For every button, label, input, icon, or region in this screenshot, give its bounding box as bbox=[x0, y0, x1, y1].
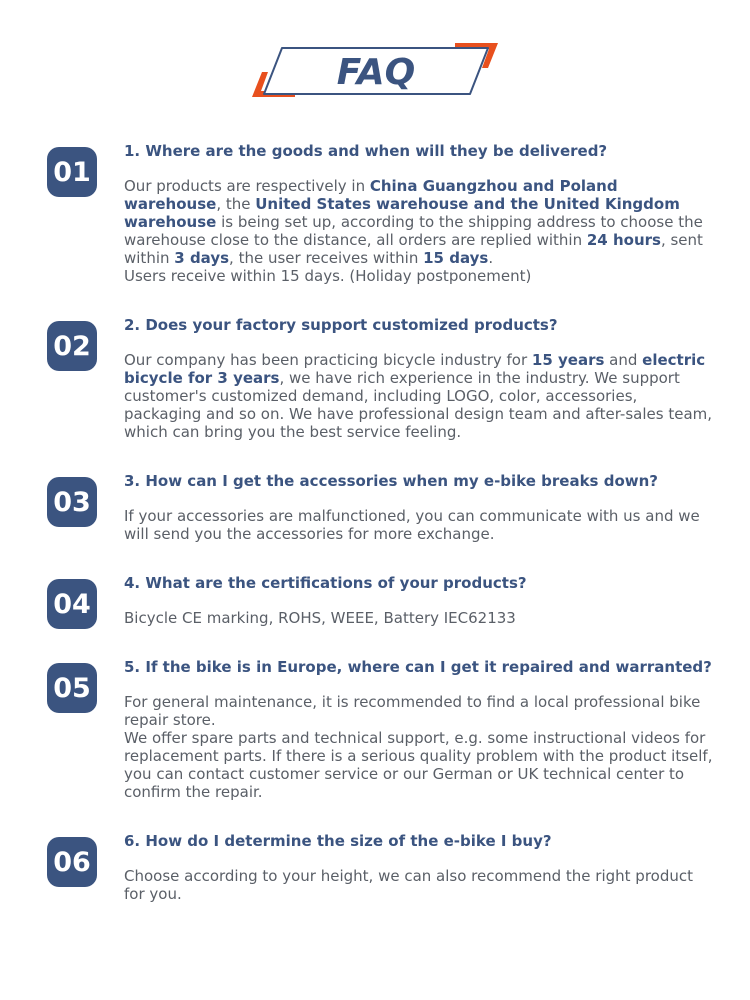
question-text: 6. How do I determine the size of the e-bike I buy? bbox=[124, 832, 552, 850]
number-badge: 01 bbox=[47, 147, 97, 197]
answer-text bbox=[124, 507, 716, 543]
number-badge: 03 bbox=[47, 477, 97, 527]
answer-paragraph: For general maintenance, it is recommended to find a local professional bike repair store. bbox=[124, 693, 701, 729]
number-badge: 04 bbox=[47, 579, 97, 629]
answer-paragraph: Users receive within 15 days. (Holiday postponement) bbox=[124, 267, 532, 285]
answer-paragraph: If your accessories are malfunctioned, you can communicate with us and we will send you the accessories for more exchange. bbox=[124, 507, 700, 543]
question-text: 2. Does your factory support customized products? bbox=[124, 316, 558, 334]
answer-paragraph: We offer spare parts and technical support, e.g. some instructional videos for replacement parts. If there is a serious quality problem with the product itself, you can contact customer service or our German or UK technical center to confirm the repair. bbox=[124, 729, 713, 801]
answer-text bbox=[124, 867, 716, 903]
answer-paragraph: Bicycle CE marking, ROHS, WEEE, Battery IEC62133 bbox=[124, 609, 516, 627]
page-title: FAQ bbox=[336, 52, 416, 93]
question-text: 1. Where are the goods and when will they be delivered? bbox=[124, 142, 608, 160]
faq-title-badge bbox=[250, 40, 500, 100]
answer-text bbox=[124, 609, 716, 627]
number-badge: 05 bbox=[47, 663, 97, 713]
answer-paragraph: Choose according to your height, we can also recommend the right product for you. bbox=[124, 867, 693, 903]
answer-text bbox=[124, 177, 716, 285]
number-badge: 06 bbox=[47, 837, 97, 887]
number-badge: 02 bbox=[47, 321, 97, 371]
question-text: 4. What are the certifications of your products? bbox=[124, 574, 527, 592]
question-text: 5. If the bike is in Europe, where can I get it repaired and warranted? bbox=[124, 658, 712, 676]
question-text: 3. How can I get the accessories when my e-bike breaks down? bbox=[124, 472, 658, 490]
answer-paragraph: Our company has been practicing bicycle industry for 15 years and electric bicycle for 3 years, we have rich experience in the industry. We support customer's customized demand, including LOGO, color, accessories, packaging and so on. We have professional design team and after-sales team, which can bring you the best service feeling. bbox=[124, 351, 713, 441]
answer-text bbox=[124, 693, 716, 801]
answer-paragraph: Our products are respectively in China Guangzhou and Poland warehouse, the United States warehouse and the United Kingdom warehouse is being set up, according to the shipping address to choose the warehouse close to the distance, all orders are replied within 24 hours, sent within 3 days, the user receives within 15 days. bbox=[124, 177, 703, 267]
answer-text bbox=[124, 351, 716, 441]
